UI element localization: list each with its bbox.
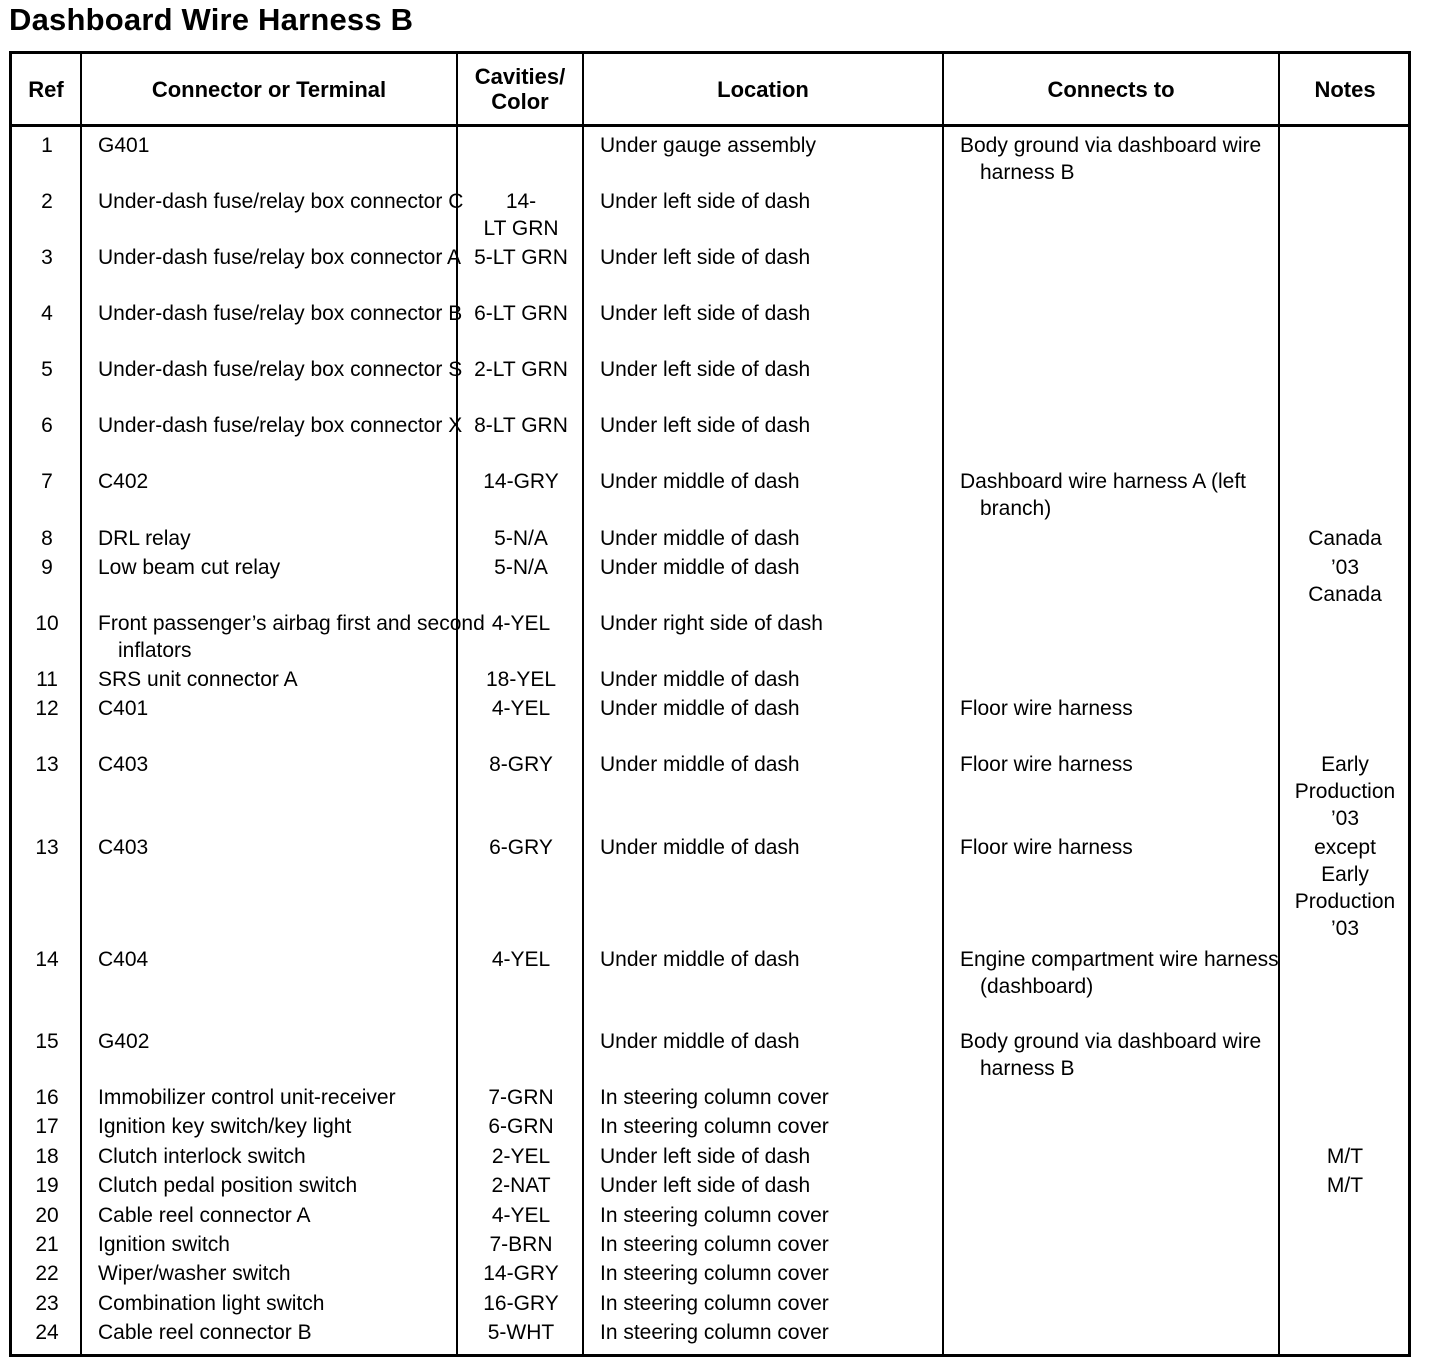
cell-location: Under left side of dash xyxy=(600,1145,811,1168)
cell-connects-to: Floor wire harness xyxy=(960,753,1133,776)
cell-ref: 7 xyxy=(41,470,53,493)
cell-connector: G402 xyxy=(98,1030,150,1053)
cell-cavities: 8-GRY xyxy=(489,753,553,776)
cell-ref: 13 xyxy=(35,836,59,859)
header-connects-to: Connects to xyxy=(1047,76,1175,102)
cell-connector: SRS unit connector A xyxy=(98,668,298,691)
cell-ref: 22 xyxy=(35,1262,59,1285)
cell-ref: 20 xyxy=(35,1204,59,1227)
cell-location: In steering column cover xyxy=(600,1262,829,1285)
cell-connector: Cable reel connector A xyxy=(98,1204,311,1227)
cell-ref: 24 xyxy=(35,1321,59,1344)
cell-connector: Combination light switch xyxy=(98,1292,325,1315)
header-notes: Notes xyxy=(1314,76,1376,102)
cell-ref: 3 xyxy=(41,246,53,269)
cell-location: Under middle of dash xyxy=(600,948,800,971)
cell-ref: 15 xyxy=(35,1030,59,1053)
cell-connector: C403 xyxy=(98,836,149,859)
cell-location: Under left side of dash xyxy=(600,190,811,213)
cell-cavities: 14-GRY xyxy=(483,470,559,493)
header-ref: Ref xyxy=(28,76,64,102)
cell-cavities: 16-GRY xyxy=(483,1292,559,1315)
cell-location: Under left side of dash xyxy=(600,246,811,269)
cell-notes: Early Production ’03 xyxy=(1294,753,1396,830)
cell-ref: 11 xyxy=(36,668,58,691)
cell-connector: Under-dash fuse/relay box connector A xyxy=(98,246,462,269)
cell-cavities: 4-YEL xyxy=(491,1204,551,1227)
cell-connector: Front passenger’s airbag first and second inflators xyxy=(98,612,485,662)
cell-ref: 2 xyxy=(41,190,53,213)
cell-location: Under middle of dash xyxy=(600,697,800,720)
page-title: Dashboard Wire Harness B xyxy=(9,2,414,37)
cell-notes: M/T xyxy=(1326,1174,1364,1197)
cell-location: Under left side of dash xyxy=(600,1174,811,1197)
cell-cavities: 2-YEL xyxy=(491,1145,551,1168)
cell-location: In steering column cover xyxy=(600,1292,829,1315)
cell-cavities: 18-YEL xyxy=(485,668,557,691)
cell-location: In steering column cover xyxy=(600,1321,829,1344)
cell-location: Under gauge assembly xyxy=(600,134,816,157)
cell-connects-to: Engine compartment wire harness (dashboard) xyxy=(960,948,1279,998)
cell-ref: 14 xyxy=(35,948,59,971)
cell-connector: Clutch pedal position switch xyxy=(98,1174,358,1197)
cell-ref: 19 xyxy=(35,1174,59,1197)
header-cavities: Cavities/ Color xyxy=(474,64,566,114)
cell-connector: Clutch interlock switch xyxy=(98,1145,306,1168)
cell-connector: Low beam cut relay xyxy=(98,556,281,579)
cell-ref: 6 xyxy=(41,414,53,437)
cell-connector: Immobilizer control unit-receiver xyxy=(98,1086,396,1109)
cell-location: Under middle of dash xyxy=(600,470,800,493)
cell-connector: Ignition key switch/key light xyxy=(98,1115,352,1138)
cell-cavities: 5-N/A xyxy=(494,527,548,550)
header-divider xyxy=(12,124,1408,127)
cell-cavities: 5-N/A xyxy=(494,556,548,579)
cell-connector: Wiper/washer switch xyxy=(98,1262,291,1285)
header-location: Location xyxy=(717,76,809,102)
header-connector: Connector or Terminal xyxy=(151,76,387,102)
harness-table xyxy=(9,51,1411,1357)
cell-location: Under right side of dash xyxy=(600,612,823,635)
cell-location: Under middle of dash xyxy=(600,668,800,691)
cell-connects-to: Body ground via dashboard wire harness B xyxy=(960,134,1262,184)
cell-ref: 16 xyxy=(35,1086,59,1109)
cell-cavities: 4-YEL xyxy=(491,697,551,720)
cell-cavities: 5-LT GRN xyxy=(474,246,568,269)
cell-location: In steering column cover xyxy=(600,1086,829,1109)
cell-cavities: 4-YEL xyxy=(491,612,551,635)
cell-connector: C402 xyxy=(98,470,149,493)
cell-ref: 5 xyxy=(41,358,53,381)
cell-cavities: 7-GRN xyxy=(488,1086,554,1109)
cell-connects-to: Floor wire harness xyxy=(960,697,1133,720)
cell-location: Under middle of dash xyxy=(600,556,800,579)
cell-ref: 17 xyxy=(35,1115,59,1138)
cell-cavities: 14- LT GRN xyxy=(483,190,559,240)
cell-ref: 18 xyxy=(35,1145,59,1168)
cell-location: Under middle of dash xyxy=(600,527,800,550)
cell-notes: M/T xyxy=(1326,1145,1364,1168)
cell-ref: 1 xyxy=(41,134,53,157)
cell-location: Under left side of dash xyxy=(600,358,811,381)
cell-notes: except Early Production ’03 xyxy=(1294,836,1396,940)
cell-cavities: 4-YEL xyxy=(491,948,551,971)
cell-location: In steering column cover xyxy=(600,1233,829,1256)
cell-ref: 8 xyxy=(41,527,53,550)
cell-location: Under middle of dash xyxy=(600,1030,800,1053)
cell-connector: C401 xyxy=(98,697,149,720)
cell-connects-to: Body ground via dashboard wire harness B xyxy=(960,1030,1262,1080)
cell-connector: Under-dash fuse/relay box connector X xyxy=(98,414,463,437)
cell-connects-to: Floor wire harness xyxy=(960,836,1133,859)
cell-cavities: 8-LT GRN xyxy=(474,414,568,437)
cell-connector: Cable reel connector B xyxy=(98,1321,312,1344)
cell-location: Under left side of dash xyxy=(600,414,811,437)
cell-connector: Under-dash fuse/relay box connector S xyxy=(98,358,463,381)
cell-cavities: 2-LT GRN xyxy=(474,358,568,381)
cell-connector: DRL relay xyxy=(98,527,191,550)
cell-notes: ’03 Canada xyxy=(1308,556,1382,606)
cell-connects-to: Dashboard wire harness A (left branch) xyxy=(960,470,1246,520)
cell-connector: C403 xyxy=(98,753,149,776)
cell-ref: 4 xyxy=(41,302,53,325)
cell-connector: C404 xyxy=(98,948,149,971)
cell-cavities: 2-NAT xyxy=(491,1174,551,1197)
cell-connector: G401 xyxy=(98,134,150,157)
cell-connector: Under-dash fuse/relay box connector C xyxy=(98,190,464,213)
cell-connector: Under-dash fuse/relay box connector B xyxy=(98,302,463,325)
cell-ref: 12 xyxy=(35,697,59,720)
cell-location: Under middle of dash xyxy=(600,836,800,859)
cell-location: Under middle of dash xyxy=(600,753,800,776)
cell-notes: Canada xyxy=(1308,527,1382,550)
cell-location: In steering column cover xyxy=(600,1204,829,1227)
cell-cavities: 6-LT GRN xyxy=(474,302,568,325)
cell-location: In steering column cover xyxy=(600,1115,829,1138)
cell-cavities: 14-GRY xyxy=(483,1262,559,1285)
cell-cavities: 6-GRY xyxy=(489,836,553,859)
cell-ref: 10 xyxy=(35,612,59,635)
cell-cavities: 5-WHT xyxy=(487,1321,555,1344)
cell-ref: 21 xyxy=(35,1233,59,1256)
cell-ref: 9 xyxy=(41,556,53,579)
cell-cavities: 7-BRN xyxy=(489,1233,553,1256)
cell-ref: 13 xyxy=(35,753,59,776)
cell-connector: Ignition switch xyxy=(98,1233,230,1256)
cell-ref: 23 xyxy=(35,1292,59,1315)
cell-cavities: 6-GRN xyxy=(488,1115,554,1138)
cell-location: Under left side of dash xyxy=(600,302,811,325)
